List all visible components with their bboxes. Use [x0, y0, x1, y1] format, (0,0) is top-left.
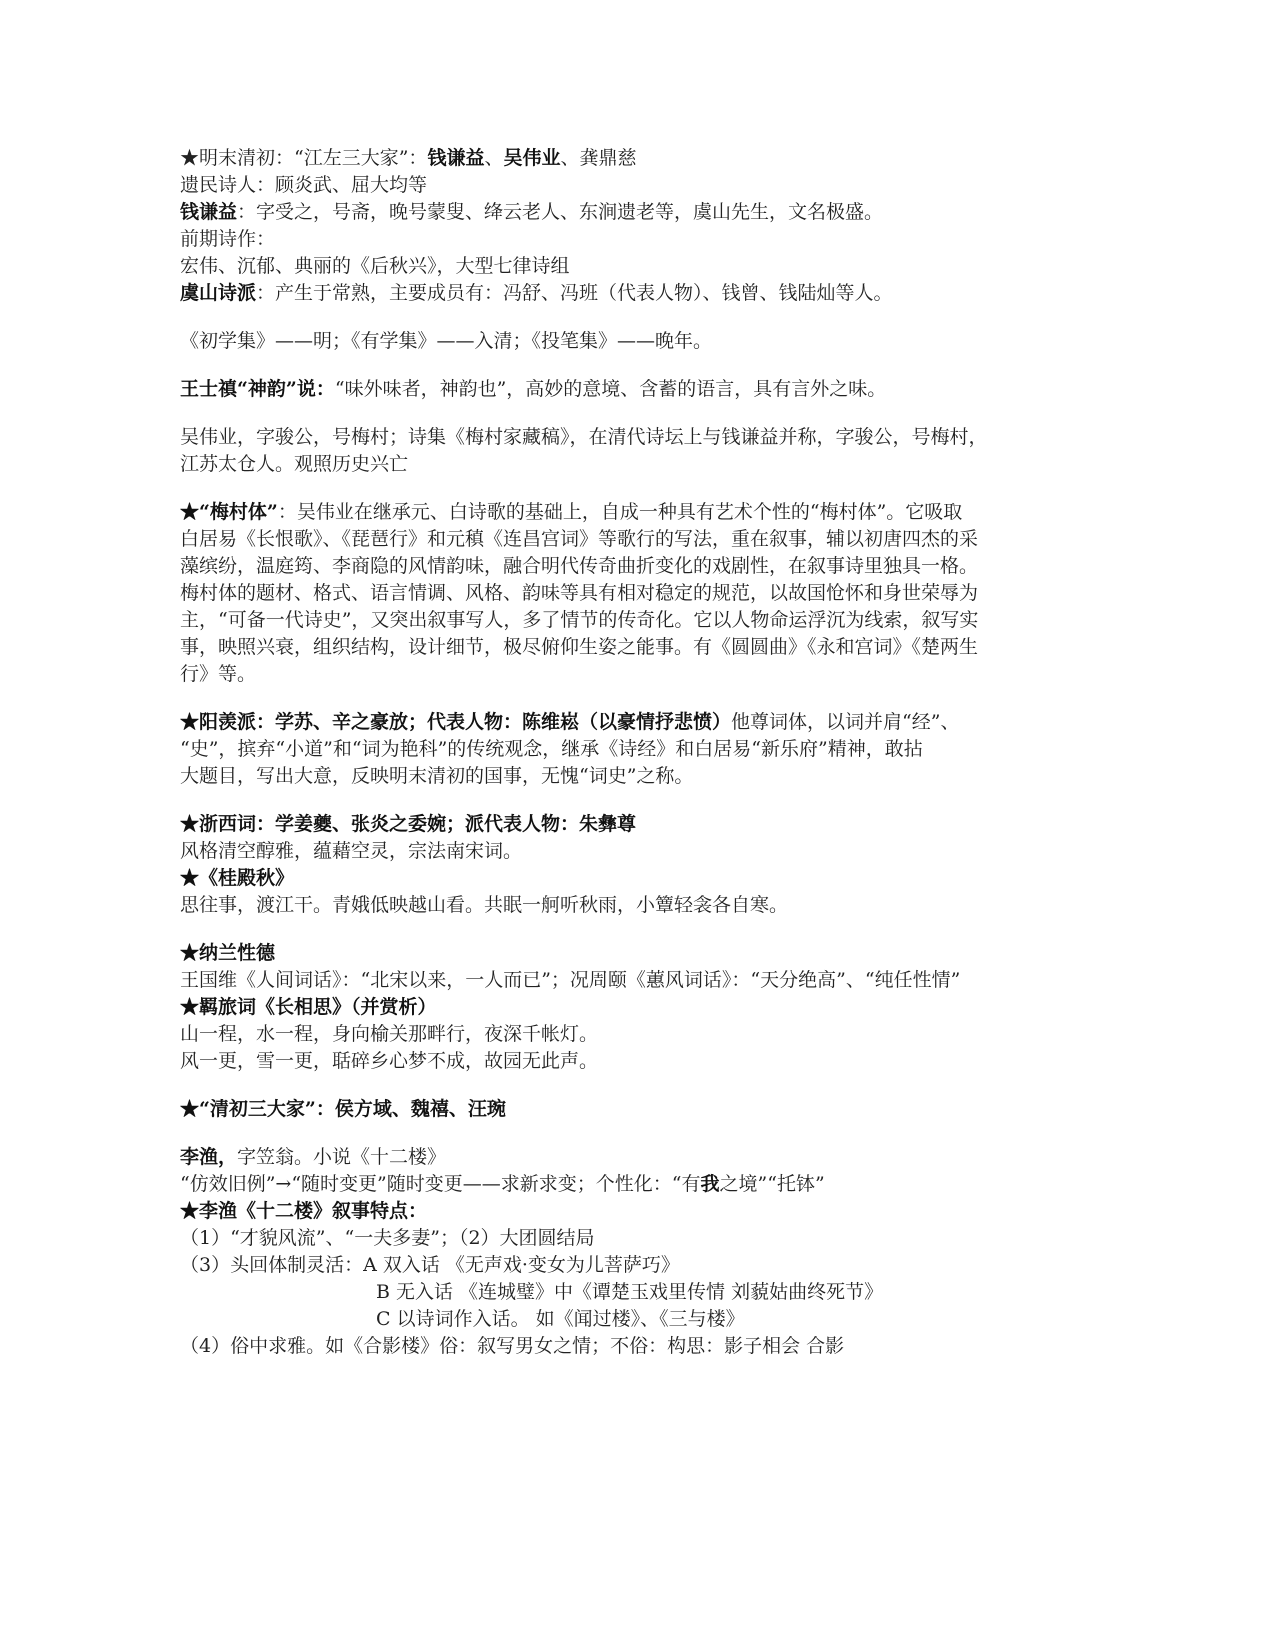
spacer — [180, 1123, 1080, 1144]
section-heading: ★《桂殿秋》 — [180, 867, 295, 889]
text-line: C 以诗词作入话。 如《闻过楼》、《三与楼》 — [376, 1308, 745, 1330]
text-line: 风一更，雪一更，聒碎乡心梦不成，故园无此声。 — [180, 1050, 599, 1072]
spacer — [180, 1075, 1080, 1096]
bold-heading: ★“梅村体” — [180, 501, 278, 523]
text-line — [180, 145, 1080, 172]
text-line: 前期诗作： — [180, 228, 276, 250]
text-span: 之境”“托钵” — [719, 1173, 825, 1195]
text-span: 、龚鼎慈 — [560, 147, 637, 169]
spacer — [180, 919, 1080, 940]
section-heading: ★“清初三大家”：侯方域、魏禧、汪琬 — [180, 1098, 506, 1120]
text-line: 宏伟、沉郁、典丽的《后秋兴》，大型七律诗组 — [180, 255, 570, 277]
text-span: ：产生于常熟，主要成员有：冯舒、冯班（代表人物）、钱曾、钱陆灿等人。 — [256, 282, 893, 304]
bold-name: 钱谦益 — [427, 147, 485, 169]
text-span: 字笠翁。小说《十二楼》 — [237, 1146, 447, 1168]
spacer — [180, 355, 1080, 376]
section-heading: ★纳兰性德 — [180, 942, 276, 964]
text-line — [180, 1171, 1080, 1198]
section-heading: ★李渔《十二楼》叙事特点： — [180, 1200, 428, 1222]
bold-heading: 王士禛“神韵”说： — [180, 378, 335, 400]
text-line: 山一程，水一程，身向榆关那畔行，夜深千帐灯。 — [180, 1023, 599, 1045]
text-line: 江苏太仓人。观照历史兴亡 — [180, 453, 409, 475]
text-line: （3）头回体制灵活：A 双入话 《无声戏·变女为儿菩萨巧》 — [180, 1254, 680, 1276]
document-body — [180, 145, 1080, 1360]
spacer — [180, 688, 1080, 709]
spacer — [180, 790, 1080, 811]
text-line — [180, 499, 1080, 526]
text-line: 遗民诗人：顾炎武、屈大均等 — [180, 174, 428, 196]
text-line: “史”，摈弃“小道”和“词为艳科”的传统观念，继承《诗经》和白居易“新乐府”精神，敢拈 — [180, 738, 923, 760]
text-line: B 无入话 《连城璧》中《谭楚玉戏里传情 刘藐姑曲终死节》 — [376, 1281, 884, 1303]
bold-char: 我 — [700, 1173, 720, 1195]
text-line — [180, 280, 1080, 307]
text-span: “仿效旧例”→“随时变更”随时变更——求新求变；个性化：“有 — [180, 1173, 701, 1195]
text-line: （1）“才貌风流”、“一夫多妻”；（2）大团圆结局 — [180, 1227, 595, 1249]
bold-name: 吴伟业 — [503, 147, 561, 169]
text-line: 行》等。 — [180, 663, 257, 685]
text-span: 、 — [484, 147, 504, 169]
text-line — [180, 709, 1080, 736]
text-line: 白居易《长恨歌》、《琵琶行》和元稹《连昌宫词》等歌行的写法，重在叙事，辅以初唐四杰的采 — [180, 528, 979, 550]
text-line: 事，映照兴衰，组织结构，设计细节，极尽俯仰生姿之能事。有《圆圆曲》《永和宫词》《楚两生 — [180, 636, 979, 658]
text-line: 主，“可备一代诗史”，又突出叙事写人，多了情节的传奇化。它以人物命运浮沉为线索，叙写实 — [180, 609, 979, 631]
text-line: （4）俗中求雅。如《合影楼》俗：叙写男女之情；不俗：构思：影子相会 合影 — [180, 1335, 845, 1357]
text-line: 思往事，渡江干。青娥低映越山看。共眠一舸听秋雨，小簟轻衾各自寒。 — [180, 894, 789, 916]
section-heading: ★浙西词：学姜夔、张炎之委婉；派代表人物：朱彝尊 — [180, 813, 637, 835]
section-heading: ★羁旅词《长相思》（并赏析） — [180, 996, 437, 1018]
text-line — [180, 199, 1080, 226]
text-span: “味外味者，神韵也”，高妙的意境、含蓄的语言，具有言外之味。 — [334, 378, 887, 400]
bold-name: 钱谦益 — [180, 201, 238, 223]
text-line: 藻缤纷，温庭筠、李商隐的风情韵味，融合明代传奇曲折变化的戏剧性，在叙事诗里独具一格。 — [180, 555, 979, 577]
spacer — [180, 307, 1080, 328]
text-span: ：字受之，号斋，晚号蒙叟、绛云老人、东涧遗老等，虞山先生，文名极盛。 — [237, 201, 884, 223]
bold-heading: ★阳羡派：学苏、辛之豪放；代表人物：陈维崧（以豪情抒悲愤） — [180, 711, 732, 733]
text-line: 《初学集》——明；《有学集》——入清；《投笔集》——晚年。 — [180, 330, 713, 352]
text-span: ★明末清初：“江左三大家”： — [180, 147, 428, 169]
text-span: 他尊词体，以词并肩“经”、 — [731, 711, 960, 733]
text-line: 吴伟业，字骏公，号梅村；诗集《梅村家藏稿》，在清代诗坛上与钱谦益并称，字骏公，号梅村， — [180, 426, 988, 448]
text-line — [180, 376, 1080, 403]
bold-name: 虞山诗派 — [180, 282, 257, 304]
spacer — [180, 478, 1080, 499]
text-span: ：吴伟业在继承元、白诗歌的基础上，自成一种具有艺术个性的“梅村体”。它吸取 — [277, 501, 963, 523]
bold-name: 李渔， — [180, 1146, 238, 1168]
text-line: 梅村体的题材、格式、语言情调、风格、韵味等具有相对稳定的规范，以故国怆怀和身世荣辱为 — [180, 582, 979, 604]
text-line: 大题目，写出大意，反映明末清初的国事，无愧“词史”之称。 — [180, 765, 694, 787]
text-line: 王国维《人间词话》：“北宋以来，一人而已”；况周颐《蕙风词话》：“天分绝高”、“纯任性情” — [180, 969, 961, 991]
text-line: 风格清空醇雅，蕴藉空灵，宗法南宋词。 — [180, 840, 523, 862]
spacer — [180, 403, 1080, 424]
text-line — [180, 1144, 1080, 1171]
